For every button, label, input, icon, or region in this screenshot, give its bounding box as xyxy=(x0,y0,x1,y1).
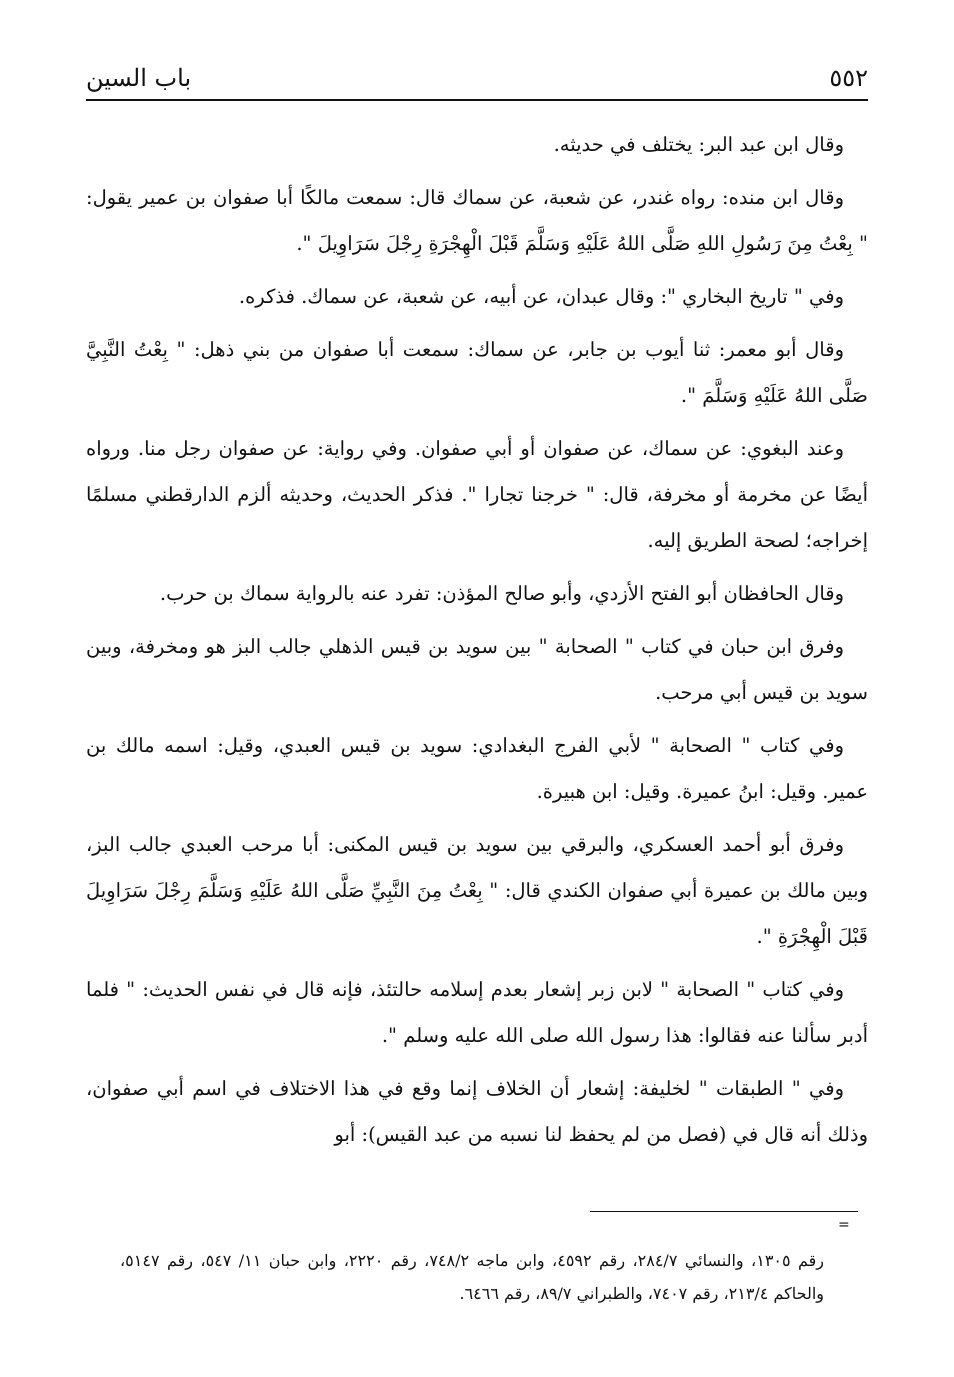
chapter-title: باب السين xyxy=(86,64,192,92)
paragraph: وعند البغوي: عن سماك، عن صفوان أو أبي صفوان. وفي رواية: عن صفوان رجل منا. ورواه أيضًا عن مخرمة أو مخرفة، قال: " خرجنا تجارا ". فذكر الحديث، وحديثه ألزم الدارقطني مسلمًا إخراجه؛ لصحة الطريق إليه. xyxy=(86,437,868,552)
paragraph: وقال ابن منده: رواه غندر، عن شعبة، عن سماك قال: سمعت مالكًا أبا صفوان بن عمير يقول: " بِعْتُ مِنَ رَسُولِ اللهِ صَلَّى اللهُ عَلَيْهِ وَسَلَّمَ قَبْلَ الْهِجْرَةِ رِجْلَ سَرَاوِيلَ ". xyxy=(86,186,868,255)
paragraph: وقال الحافظان أبو الفتح الأزدي، وأبو صالح المؤذن: تفرد عنه بالرواية سماك بن حرب. xyxy=(159,582,844,605)
page-number: ٥٥٢ xyxy=(829,64,868,92)
paragraph: وفي " تاريخ البخاري ": وقال عبدان، عن أبيه، عن شعبة، عن سماك. فذكره. xyxy=(238,285,844,308)
paragraph: وفي كتاب " الصحابة " لأبي الفرج البغدادي: سويد بن قيس العبدي، وقيل: اسمه مالك بن عمير. وقيل: ابنُ عميرة. وقيل: ابن هبيرة. xyxy=(86,734,868,803)
paragraph: وقال أبو معمر: ثنا أيوب بن جابر، عن سماك: سمعت أبا صفوان من بني ذهل: " بِعْتُ النَّبِيَّ صَلَّى اللهُ عَلَيْهِ وَسَلَّمَ ". xyxy=(86,338,868,407)
main-text xyxy=(86,122,868,1165)
paragraph: وفي " الطبقات " لخليفة: إشعار أن الخلاف إنما وقع في هذا الاختلاف في اسم أبي صفوان، وذلك أنه قال في (فصل من لم يحفظ لنا نسبه من عبد القيس): أبو xyxy=(86,1077,868,1146)
footnote-rule xyxy=(590,1211,858,1212)
paragraph: وفرق ابن حبان في كتاب " الصحابة " بين سويد بن قيس الذهلي جالب البز هو ومخرفة، وبين سويد بن قيس أبي مرحب. xyxy=(86,635,868,704)
footnote-continuation-mark: = xyxy=(838,1217,850,1233)
header-rule xyxy=(86,99,868,101)
page-header xyxy=(86,58,868,98)
paragraph: وفي كتاب " الصحابة " لابن زبر إشعار بعدم إسلامه حالتئذ، فإنه قال في نفس الحديث: " فلما أدبر سألنا عنه فقالوا: هذا رسول الله صلى الله عليه وسلم ". xyxy=(86,978,868,1047)
paragraph: وفرق أبو أحمد العسكري، والبرقي بين سويد بن قيس المكنى: أبا مرحب العبدي جالب البز، وبين مالك بن عميرة أبي صفوان الكندي قال: " بِعْتُ مِنَ النَّبِيِّ صَلَّى اللهُ عَلَيْهِ وَسَلَّمَ رِجْلَ سَرَاوِيلَ قَبْلَ الْهِجْرَةِ ". xyxy=(86,833,868,948)
paragraph: وقال ابن عبد البر: يختلف في حديثه. xyxy=(553,133,844,156)
footnote-text: رقم ١٣٠٥، والنسائي ٢٨٤/٧، رقم ٤٥٩٢، وابن ماجه ٧٤٨/٢، رقم ٢٢٢٠، وابن حبان ١١/ ٥٤٧، رقم ٥١٤٧، والحاكم ٢١٣/٤، رقم ٧٤٠٧، والطبراني ٨٩/٧، رقم ٦٤٦٦. xyxy=(120,1251,825,1303)
